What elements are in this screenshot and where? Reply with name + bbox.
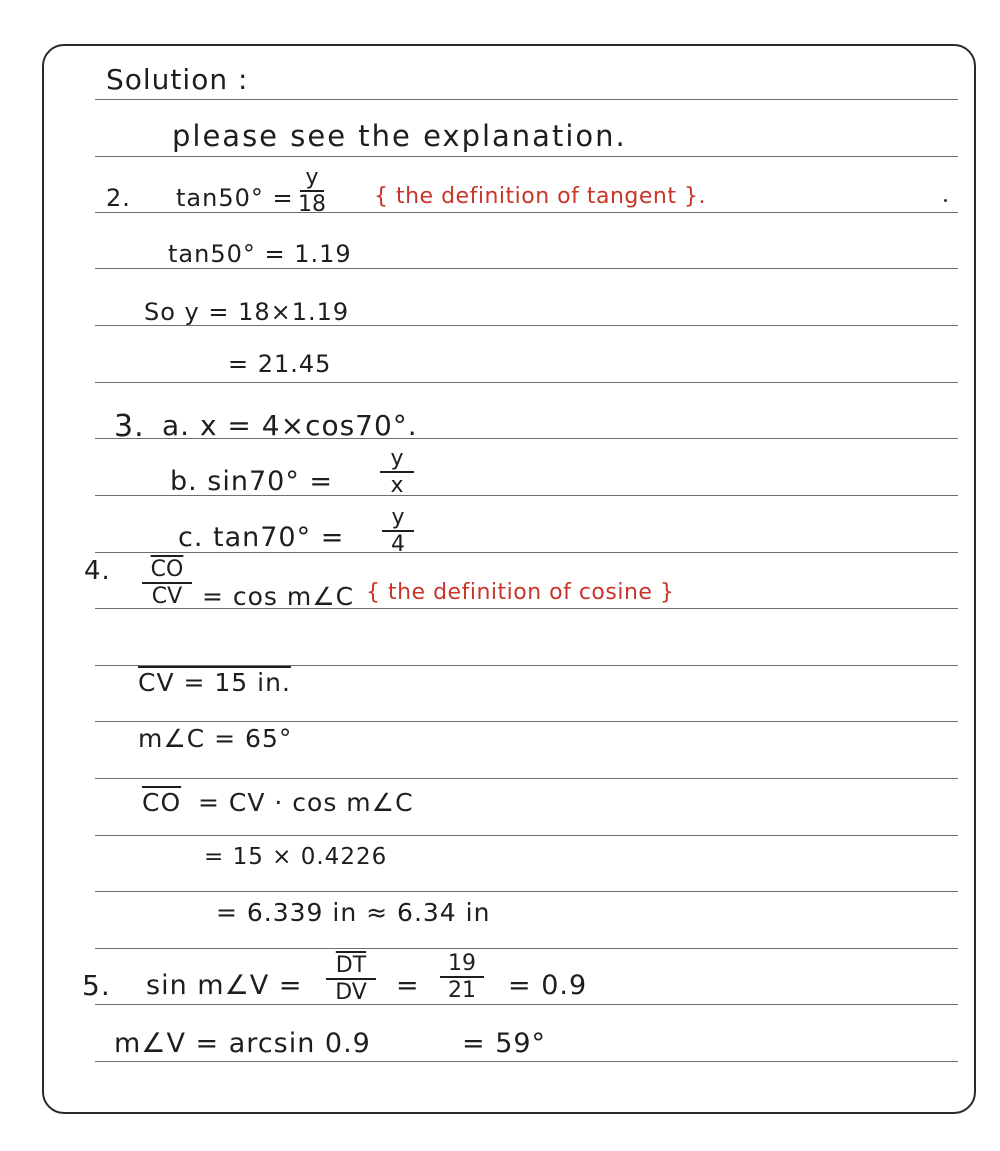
- q3-part-b-fraction: [380, 447, 414, 497]
- q5-frac1-den: DV: [335, 980, 367, 1006]
- q4-cv: CV = 15 in.: [138, 668, 291, 697]
- q3-b-num: y: [390, 446, 404, 471]
- q5-frac2-num: 19: [448, 951, 476, 976]
- q2-note: { the definition of tangent }.: [374, 184, 706, 209]
- q5-line2-result: = 59°: [462, 1028, 547, 1059]
- q5-frac2-den: 21: [448, 978, 476, 1004]
- rule-line: [95, 382, 958, 383]
- rule-line: [95, 721, 958, 722]
- q5-fraction-2: [440, 952, 484, 1002]
- q2-line4: = 21.45: [228, 350, 332, 378]
- q2-fraction: [298, 166, 326, 216]
- q3-part-c-fraction: [382, 506, 414, 556]
- q3-part-b-lhs: b. sin70° =: [170, 466, 334, 497]
- q3-c-den: 4: [391, 532, 405, 558]
- q2-lhs: tan50° =: [176, 184, 294, 212]
- q5-line2: m∠V = arcsin 0.9: [114, 1028, 371, 1059]
- stray-dot: [944, 199, 947, 202]
- rule-line: [95, 99, 958, 100]
- solution-heading: Solution :: [106, 63, 249, 96]
- rule-line: [95, 212, 958, 213]
- q4-calc2: = 6.339 in ≈ 6.34 in: [216, 898, 491, 927]
- q4-number: 4.: [84, 556, 111, 586]
- q5-fraction-1: [326, 954, 376, 1004]
- intro-text: please see the explanation.: [172, 119, 627, 153]
- q4-fraction: [142, 558, 192, 608]
- q2-frac-den: 18: [298, 192, 326, 218]
- rule-line: [95, 1061, 958, 1062]
- q4-frac-num: $\overline{CO}$: [150, 557, 184, 582]
- q4-angle: m∠C = 65°: [138, 724, 293, 753]
- rule-line: [95, 268, 958, 269]
- rule-line: [95, 665, 958, 666]
- q3-c-num: y: [391, 505, 405, 530]
- rule-line: [95, 778, 958, 779]
- q5-equals: =: [396, 970, 420, 1001]
- q4-co-rhs: = CV · cos m∠C: [198, 788, 414, 817]
- q2-number: 2.: [106, 184, 131, 212]
- q5-frac1-num: $\overline{DT}$: [335, 953, 367, 978]
- q5-result: = 0.9: [508, 970, 588, 1001]
- q2-line2: tan50° = 1.19: [168, 240, 352, 268]
- q3-part-c-lhs: c. tan70° =: [178, 522, 345, 553]
- q3-b-den: x: [390, 473, 404, 499]
- rule-line: [95, 891, 958, 892]
- q4-co-lhs: $\overline{CO}$: [142, 788, 182, 817]
- q3-number: 3.: [114, 409, 145, 444]
- q4-rhs: = cos m∠C: [202, 582, 355, 611]
- rule-line: [95, 1004, 958, 1005]
- rule-line: [95, 835, 958, 836]
- q5-number: 5.: [82, 969, 111, 1002]
- rule-line: [95, 156, 958, 157]
- q4-frac-den: CV: [151, 584, 183, 610]
- q3-part-a: a. x = 4×cos70°.: [162, 409, 418, 442]
- q2-frac-num: y: [305, 165, 319, 190]
- q4-note: { the definition of cosine }: [366, 580, 675, 605]
- rule-line: [95, 948, 958, 949]
- q5-lhs: sin m∠V =: [146, 970, 303, 1001]
- q4-calc1: = 15 × 0.4226: [204, 844, 388, 870]
- q2-line3: So y = 18×1.19: [144, 298, 350, 326]
